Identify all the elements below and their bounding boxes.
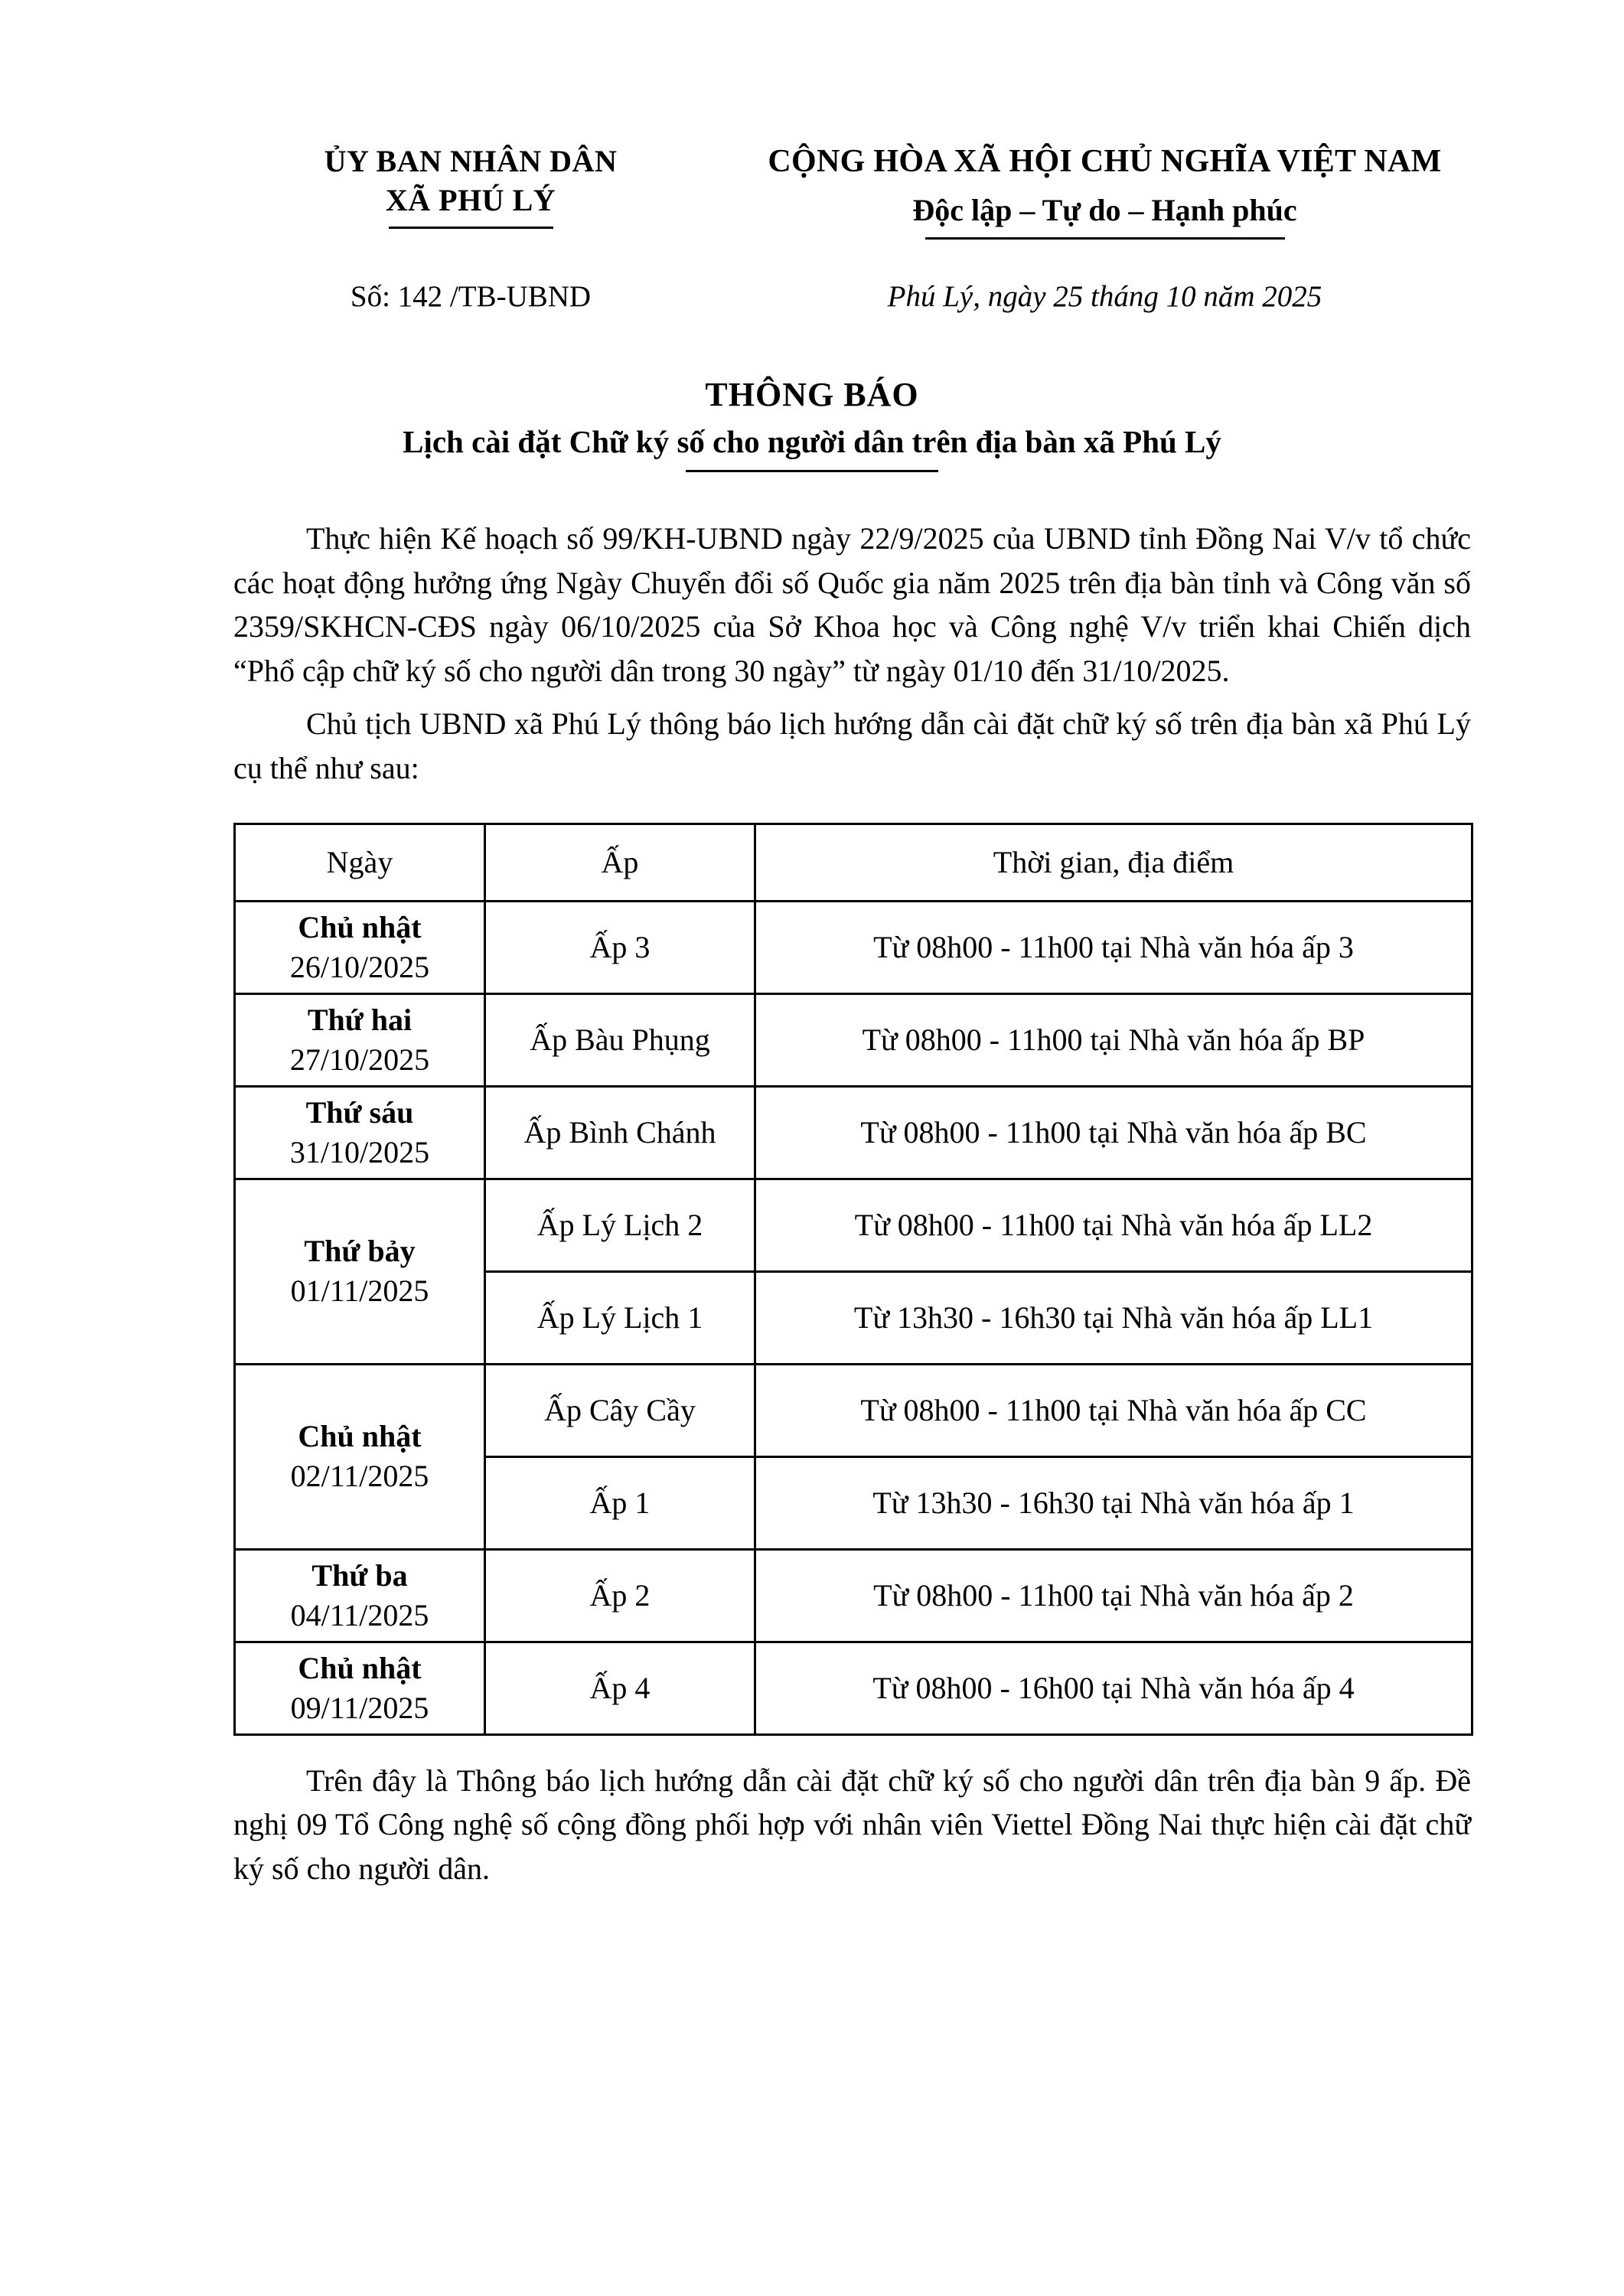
document-number: Số: 142 /TB-UBND bbox=[350, 279, 592, 313]
cell-time-place: Từ 08h00 - 11h00 tại Nhà văn hóa ấp LL2 bbox=[755, 1179, 1472, 1271]
document-meta bbox=[0, 279, 1624, 314]
body-intro bbox=[0, 517, 1624, 791]
table-header-row bbox=[235, 823, 1472, 901]
schedule-table-head bbox=[235, 823, 1472, 901]
cell-hamlet: Ấp Lý Lịch 2 bbox=[485, 1179, 755, 1271]
issuing-authority-underline bbox=[389, 227, 553, 229]
table-row bbox=[235, 993, 1472, 1086]
day-date: 02/11/2025 bbox=[290, 1459, 429, 1494]
body-closing bbox=[0, 1759, 1624, 1891]
column-header-day: Ngày bbox=[235, 823, 485, 901]
table-row bbox=[235, 901, 1472, 993]
cell-hamlet: Ấp Cây Cầy bbox=[485, 1364, 755, 1456]
day-of-week: Thứ ba bbox=[311, 1557, 408, 1593]
cell-hamlet: Ấp 1 bbox=[485, 1456, 755, 1549]
cell-time-place: Từ 08h00 - 11h00 tại Nhà văn hóa ấp 3 bbox=[755, 901, 1472, 993]
day-of-week: Chủ nhật bbox=[298, 1419, 422, 1454]
cell-hamlet: Ấp Bàu Phụng bbox=[485, 993, 755, 1086]
national-motto: Độc lập – Tự do – Hạnh phúc bbox=[912, 192, 1297, 227]
day-of-week: Thứ hai bbox=[307, 1002, 413, 1037]
column-header-hamlet: Ấp bbox=[485, 823, 755, 901]
table-row bbox=[235, 1642, 1472, 1734]
cell-day bbox=[235, 1364, 485, 1549]
title-block bbox=[0, 373, 1624, 472]
cell-time-place: Từ 08h00 - 11h00 tại Nhà văn hóa ấp 2 bbox=[755, 1549, 1472, 1642]
page-title: THÔNG BÁO bbox=[705, 375, 919, 413]
cell-day bbox=[235, 901, 485, 993]
cell-day bbox=[235, 1086, 485, 1179]
day-date: 04/11/2025 bbox=[290, 1597, 429, 1632]
table-row bbox=[235, 1086, 1472, 1179]
issuing-authority-line-2: XÃ PHÚ LÝ bbox=[385, 183, 556, 218]
day-of-week: Chủ nhật bbox=[298, 909, 422, 944]
national-title: CỘNG HÒA XÃ HỘI CHỦ NGHĨA VIỆT NAM bbox=[768, 144, 1442, 179]
document-header bbox=[0, 0, 1624, 240]
page-subtitle: Lịch cài đặt Chữ ký số cho người dân trên địa bàn xã Phú Lý bbox=[403, 423, 1221, 459]
paragraph-legal-basis: Thực hiện Kế hoạch số 99/KH-UBND ngày 22/9/2025 của UBND tỉnh Đồng Nai V/v tổ chức các hoạt động hưởng ứng Ngày Chuyển đổi số Quốc gia năm 2025 trên địa bàn tỉnh và Công văn số 2359/SKHCN-CĐS ngày 06/10/2025 của Sở Khoa học và Công nghệ V/v triển khai Chiến dịch “Phổ cập chữ ký số cho người dân trong 30 ngày” từ ngày 01/10 đến 31/10/2025. bbox=[233, 521, 1471, 688]
day-date: 26/10/2025 bbox=[289, 949, 430, 984]
cell-time-place: Từ 08h00 - 11h00 tại Nhà văn hóa ấp CC bbox=[755, 1364, 1472, 1456]
schedule-table-body bbox=[235, 901, 1472, 1734]
cell-time-place: Từ 08h00 - 11h00 tại Nhà văn hóa ấp BC bbox=[755, 1086, 1472, 1179]
cell-time-place: Từ 13h30 - 16h30 tại Nhà văn hóa ấp LL1 bbox=[755, 1271, 1472, 1364]
cell-hamlet: Ấp 2 bbox=[485, 1549, 755, 1642]
cell-day bbox=[235, 993, 485, 1086]
table-row bbox=[235, 1179, 1472, 1271]
cell-day bbox=[235, 1642, 485, 1734]
cell-time-place: Từ 13h30 - 16h30 tại Nhà văn hóa ấp 1 bbox=[755, 1456, 1472, 1549]
cell-hamlet: Ấp 4 bbox=[485, 1642, 755, 1734]
table-row bbox=[235, 1364, 1472, 1456]
cell-hamlet: Ấp Lý Lịch 1 bbox=[485, 1271, 755, 1364]
paragraph-announcement: Chủ tịch UBND xã Phú Lý thông báo lịch hướng dẫn cài đặt chữ ký số trên địa bàn xã Phú Lý cụ thể như sau: bbox=[233, 706, 1471, 786]
day-date: 01/11/2025 bbox=[290, 1274, 429, 1309]
day-date: 09/11/2025 bbox=[290, 1690, 429, 1725]
issuing-authority-block bbox=[233, 142, 708, 229]
day-of-week: Thứ sáu bbox=[305, 1094, 414, 1130]
cell-day bbox=[235, 1549, 485, 1642]
day-date: 27/10/2025 bbox=[289, 1042, 430, 1077]
schedule-table-wrapper bbox=[0, 823, 1624, 1736]
national-motto-underline bbox=[925, 237, 1285, 240]
column-header-time-place: Thời gian, địa điểm bbox=[755, 823, 1472, 901]
cell-time-place: Từ 08h00 - 16h00 tại Nhà văn hóa ấp 4 bbox=[755, 1642, 1472, 1734]
cell-hamlet: Ấp 3 bbox=[485, 901, 755, 993]
day-of-week: Chủ nhật bbox=[298, 1650, 422, 1685]
paragraph-closing: Trên đây là Thông báo lịch hướng dẫn cài đặt chữ ký số cho người dân trên địa bàn 9 ấp. Đề nghị 09 Tổ Công nghệ số cộng đồng phối hợp với nhân viên Viettel Đồng Nai thực hiện cài đặt chữ ký số cho người dân. bbox=[233, 1763, 1471, 1886]
cell-time-place: Từ 08h00 - 11h00 tại Nhà văn hóa ấp BP bbox=[755, 993, 1472, 1086]
day-of-week: Thứ bảy bbox=[304, 1234, 416, 1269]
national-heading-block bbox=[708, 142, 1502, 240]
schedule-table bbox=[233, 823, 1473, 1736]
place-and-date: Phú Lý, ngày 25 tháng 10 năm 2025 bbox=[887, 279, 1322, 313]
cell-hamlet: Ấp Bình Chánh bbox=[485, 1086, 755, 1179]
table-row bbox=[235, 1549, 1472, 1642]
cell-day bbox=[235, 1179, 485, 1364]
subtitle-underline bbox=[686, 470, 938, 472]
issuing-authority-line-1: ỦY BAN NHÂN DÂN bbox=[324, 144, 618, 178]
day-date: 31/10/2025 bbox=[289, 1134, 430, 1169]
